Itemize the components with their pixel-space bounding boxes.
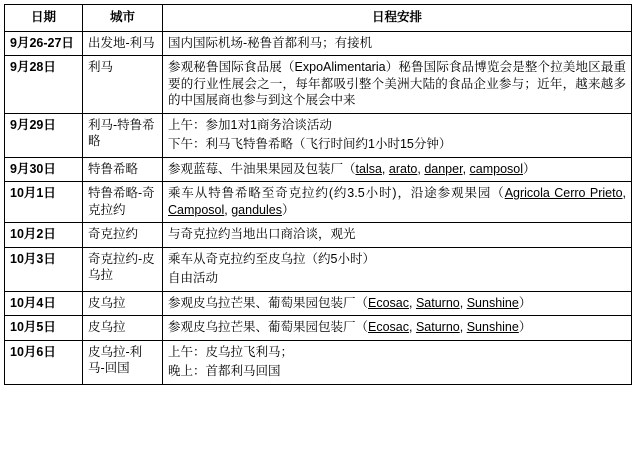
table-body: [5, 31, 632, 384]
company-name: Saturno: [415, 320, 460, 334]
column-header-plan: 日程安排: [163, 5, 632, 32]
column-header-city: 城市: [83, 5, 163, 32]
cell-date: 10月5日: [5, 316, 83, 341]
plan-line: 乘车从奇克拉约至皮乌拉（约5小时）: [168, 251, 375, 266]
company-name: Ecosac: [368, 320, 410, 334]
plan-line: 晚上：首都利马回国: [168, 364, 281, 378]
cell-plan: [163, 182, 632, 223]
company-name: Saturno: [415, 295, 460, 310]
cell-city: 奇克拉约-皮乌拉: [83, 247, 163, 291]
company-name: danper: [424, 161, 463, 176]
company-name: talsa: [355, 161, 382, 176]
cell-date: 10月3日: [5, 247, 83, 291]
table-row: [5, 31, 632, 56]
cell-city: 出发地-利马: [83, 31, 163, 56]
cell-plan: [163, 247, 632, 291]
cell-city: 利马: [83, 56, 163, 114]
plan-line: 参观皮乌拉芒果、葡萄果园包装厂（Ecosac, Saturno, Sunshine）: [168, 295, 532, 310]
table-header-row: [5, 5, 632, 32]
plan-line: 下午：利马飞特鲁希略（飞行时间约1小时15分钟）: [168, 137, 452, 151]
plan-line: 参观蓝莓、牛油果果园及包装厂（talsa, arato, danper, camposol）: [168, 161, 536, 176]
cell-city: 特鲁希略-奇克拉约: [83, 182, 163, 223]
plan-line: 上午：皮乌拉飞利马；: [168, 344, 294, 359]
cell-date: 10月4日: [5, 291, 83, 316]
cell-plan: [163, 316, 632, 341]
cell-plan: [163, 340, 632, 384]
plan-line: 自由活动: [168, 271, 219, 285]
company-name: Sunshine: [466, 320, 519, 334]
cell-plan: [163, 291, 632, 316]
company-name: Camposol: [168, 202, 225, 217]
plan-line: 乘车从特鲁希略至奇克拉约(约3.5小时)，沿途参观果园（Agricola Cerro Prieto, Camposol, gandules）: [168, 186, 627, 217]
cell-date: 10月1日: [5, 182, 83, 223]
cell-plan: [163, 157, 632, 182]
cell-date: 10月6日: [5, 340, 83, 384]
cell-city: 奇克拉约: [83, 223, 163, 248]
table-row: [5, 182, 632, 223]
itinerary-table: [4, 4, 632, 385]
cell-date: 9月29日: [5, 113, 83, 157]
company-name: Agricola Cerro Prieto: [504, 186, 623, 200]
table-row: [5, 223, 632, 248]
table-row: [5, 56, 632, 114]
cell-city: 利马-特鲁希略: [83, 113, 163, 157]
company-name: Sunshine: [466, 295, 519, 310]
cell-plan: [163, 31, 632, 56]
table-row: [5, 291, 632, 316]
cell-plan: [163, 56, 632, 114]
table-row: [5, 247, 632, 291]
cell-date: 9月30日: [5, 157, 83, 182]
company-name: arato: [388, 161, 418, 176]
company-name: camposol: [469, 161, 524, 176]
plan-line: 与奇克拉约当地出口商洽谈，观光: [168, 227, 356, 241]
plan-line: 参观秘鲁国际食品展（ExpoAlimentaria）秘鲁国际食品博览会是整个拉美地区最重要的行业性展会之一，每年都吸引整个美洲大陆的食品企业参与；近年，越来越多的中国展商也参与到这个展会中来: [168, 60, 626, 107]
plan-line: 国内国际机场-秘鲁首都利马；有接机: [168, 35, 373, 50]
cell-city: 特鲁希略: [83, 157, 163, 182]
cell-date: 9月28日: [5, 56, 83, 114]
cell-city: 皮乌拉: [83, 316, 163, 341]
cell-plan: [163, 113, 632, 157]
plan-line: 参观皮乌拉芒果、葡萄果园包装厂（Ecosac, Saturno, Sunshine）: [168, 320, 532, 334]
cell-date: 10月2日: [5, 223, 83, 248]
table-row: [5, 113, 632, 157]
table-row: [5, 340, 632, 384]
plan-line: 上午：参加1对1商务洽谈活动: [168, 117, 332, 132]
cell-city: 皮乌拉: [83, 291, 163, 316]
company-name: Ecosac: [368, 295, 410, 310]
company-name: gandules: [231, 202, 282, 217]
table-row: [5, 157, 632, 182]
cell-city: 皮乌拉-利马-回国: [83, 340, 163, 384]
cell-date: 9月26-27日: [5, 31, 83, 56]
table-row: [5, 316, 632, 341]
column-header-date: 日期: [5, 5, 83, 32]
cell-plan: [163, 223, 632, 248]
